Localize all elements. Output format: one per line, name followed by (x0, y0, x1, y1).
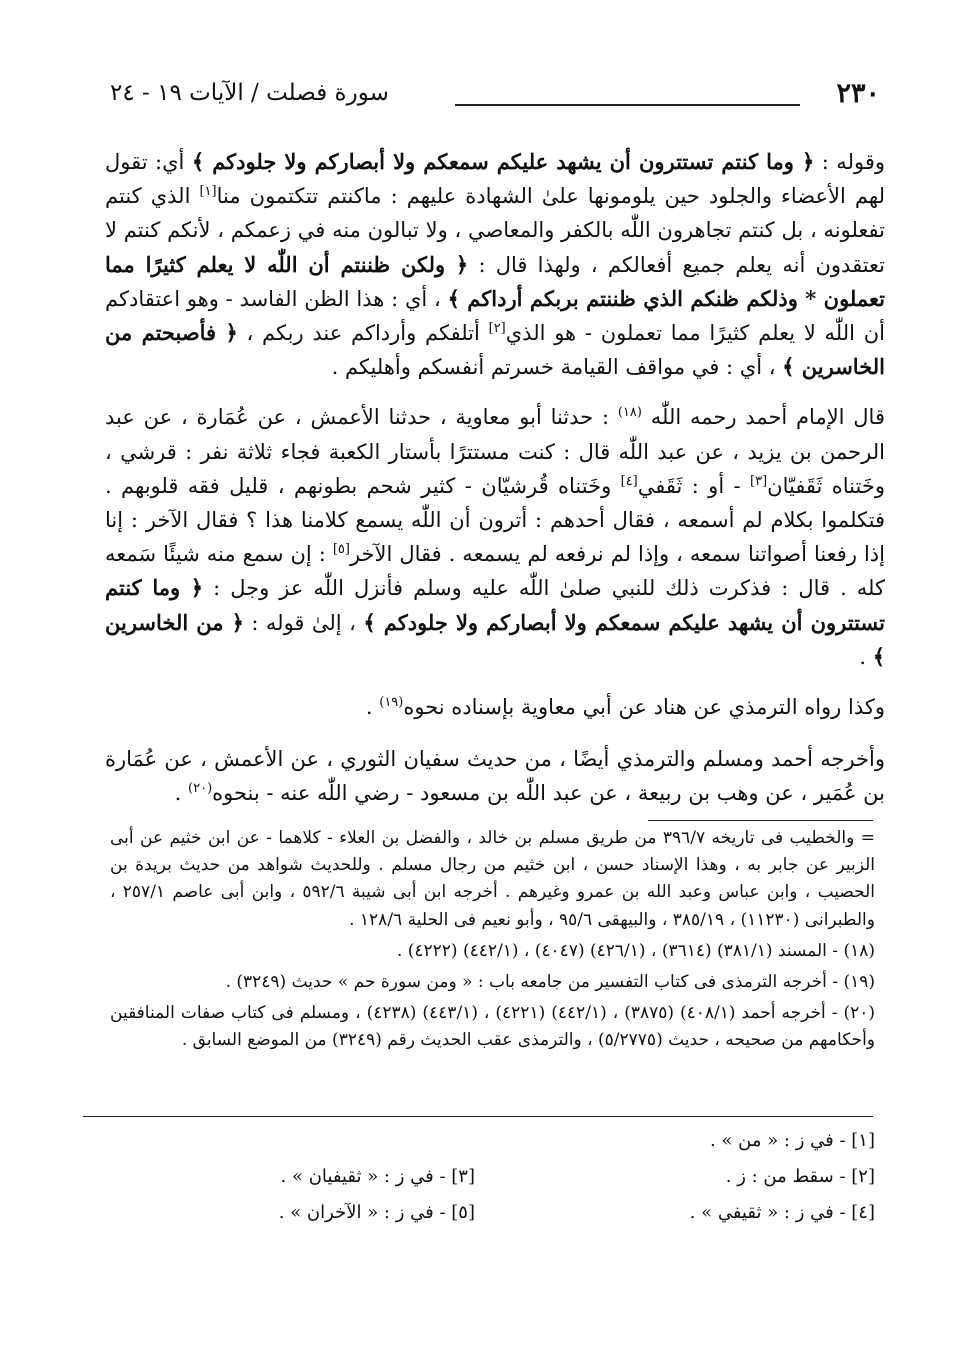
footnote-19: (١٩) - أخرجه الترمذى فى كتاب التفسير من جامعه باب : « ومن سورة حم » حديث (٣٢٤٩) . (225, 972, 875, 993)
quran-quote: ﴿ فأصبحتم من الخاسرين ﴾ (105, 320, 885, 380)
running-title: سورة فصلت / الآيات ١٩ - ٢٤ (110, 80, 389, 106)
quran-quote: ﴿ ولكن ظننتم أن اللّٰه لا يعلم كثيرًا مما تعملون * وذلكم ظنكم الذي ظننتم بربكم أرداكم ﴾ (105, 251, 885, 311)
page-header (110, 78, 880, 122)
footnote-ref: (١٩) (379, 695, 404, 711)
manuscript-variants (110, 1130, 875, 1240)
variant-note-5: [٥] - في ز : « الآخران » . (278, 1202, 475, 1223)
main-text (105, 145, 885, 827)
footnote-18: (١٨) - المسند (٣٨١/١) (٣٦١٤) ، (٤٢٦/١) (٤٠٤٧) ، (٤٤٢/١) (٤٢٢٢) . (396, 940, 875, 961)
quran-quote: ﴿ من الخاسرين ﴾ (105, 609, 885, 669)
footnote-ref: (٢٠) (188, 781, 213, 797)
footnote-ref: (١٨) (617, 405, 642, 421)
variant-ref: [٢] (488, 321, 506, 337)
variant-note-1: [١] - في ز : « من » . (709, 1130, 875, 1151)
variant-ref: [٥] (332, 542, 350, 558)
paragraph-3: وكذا رواه الترمذي عن هناد عن أبي معاوية بإسناده نحوه$^{(١٩)}$ . (365, 695, 885, 720)
paragraph-1: وقوله : ﴿ وما كنتم تستترون أن يشهد عليكم سمعكم ولا أبصاركم ولا جلودكم ﴾ أي: تقول لهم الأعضاء والجلود حين يلومونها علىٰ الشهادة عليهم : ماكنتم تتكتمون منا[١] الذي كنتم تفعلونه ، بل كنتم تجاهرون اللّٰه بالكفر والمعاصي ، ولا تبالون منه في زعمكم ، لأنكم كنتم لا تعتقدون أنه يعلم جميع أفعالكم ، ولهذا قال : ﴿ ولكن ظننتم أن اللّٰه لا يعلم كثيرًا مما تعملون * وذلكم ظنكم الذي ظننتم بربكم أرداكم ﴾ ، أي : هذا الظن الفاسد - وهو اعتقادكم أن اللّٰه لا يعلم كثيرًا مما تعملون - هو الذي[٢] أتلفكم وأرداكم عند ربكم ، ﴿ فأصبحتم من الخاسرين ﴾ ، أي : في مواقف القيامة خسرتم أنفسكم وأهليكم . (105, 149, 886, 380)
variant-ref: [٤] (620, 473, 638, 489)
paragraph-4: وأخرجه أحمد ومسلم والترمذي أيضًا ، من حديث سفيان الثوري ، عن الأعمش ، عن عُمَارة بن عُمَير ، عن وهب بن ربيعة ، عن عبد اللّٰه بن مسعود - رضي اللّٰه عنه - بنحوه$^{(٢٠)}$ . (105, 747, 885, 806)
paragraph-2: قال الإمام أحمد رحمه اللّٰه $^{(١٨)}$ : حدثنا أبو معاوية ، حدثنا الأعمش ، عن عُمَارة ، عن عبد الرحمن بن يزيد ، عن عبد اللّٰه قال : كنت مستترًا بأستار الكعبة فجاء ثلاثة نفر : قرشي ، وخَتناه ثَقَفيّان[٣] - أو : ثَقَفي[٤] وخَتناه قُرشيّان - كثير شحم بطونهم ، قليل فقه قلوبهم . فتكلموا بكلام لم أسمعه ، فقال أحدهم : أترون أن اللّٰه يسمع كلامنا هذا ؟ فقال الآخر : إنا إذا رفعنا أصواتنا سمعه ، وإذا لم نرفعه لم يسمعه . فقال الآخر[٥] : إن سمع منه شيئًا سَمعه كله . قال : فذكرت ذلك للنبي صلىٰ اللّٰه عليه وسلم فأنزل اللّٰه عز وجل : ﴿ وما كنتم تستترون أن يشهد عليكم سمعكم ولا أبصاركم ولا جلودكم ﴾ ، إلىٰ قوله : ﴿ من الخاسرين ﴾ . (105, 405, 885, 669)
variant-note-3: [٣] - في ز : « ثقيفيان » . (280, 1166, 475, 1187)
quran-quote: ﴿ وما كنتم تستترون أن يشهد عليكم سمعكم ولا أبصاركم ولا جلودكم ﴾ (191, 149, 815, 174)
footnote-separator (648, 820, 873, 821)
footnote-continuation: = والخطيب فى تاريخه ٣٩٦/٧ من طريق مسلم بن خالد ، والفضل بن العلاء - كلاهما - عن ابن خثيم عن أبى الزبير عن جابر به ، وهذا الإسناد حسن ، ابن خثيم من رجال مسلم . وللحديث شواهد من حديث بريدة بن الحصيب ، وابن عباس وعبد الله بن عمرو وغيرهم . أخرجه ابن أبى شيبة ٥٩٢/٦ ، وابن أبى عاصم ٢٥٧/١ ، والطبرانى (١١٢٣٠) ، ٣٨٥/١٩ ، والبيهقى ٩٥/٦ ، وأبو نعيم فى الحلية ١٢٨/٦ . (110, 828, 876, 930)
variant-ref: [٣] (750, 473, 768, 489)
header-rule (455, 104, 800, 106)
footnote-20: (٢٠) - أخرجه أحمد (٤٠٨/١) (٣٨٧٥) ، (٤٤٢/١) (٤٢٢١) ، (٤٤٣/١) (٤٢٣٨) ، ومسلم فى كتاب صفات المنافقين وأحكامهم من صحيحه ، حديث (٥/٢٧٧٥) ، والترمذى عقب الحديث رقم (٣٢٤٩) من الموضع السابق . (110, 1003, 876, 1051)
page-number: ٢٣٠ (836, 78, 880, 109)
variant-note-2: [٢] - سقط من : ز . (725, 1166, 875, 1187)
variants-separator (83, 1116, 873, 1117)
variant-note-4: [٤] - في ز : « ثقيفي » . (689, 1202, 875, 1223)
quran-quote: ﴿ وما كنتم تستترون أن يشهد عليكم سمعكم ولا أبصاركم ولا جلودكم ﴾ (105, 575, 885, 635)
variant-ref: [١] (199, 184, 217, 200)
footnotes (110, 825, 875, 1057)
